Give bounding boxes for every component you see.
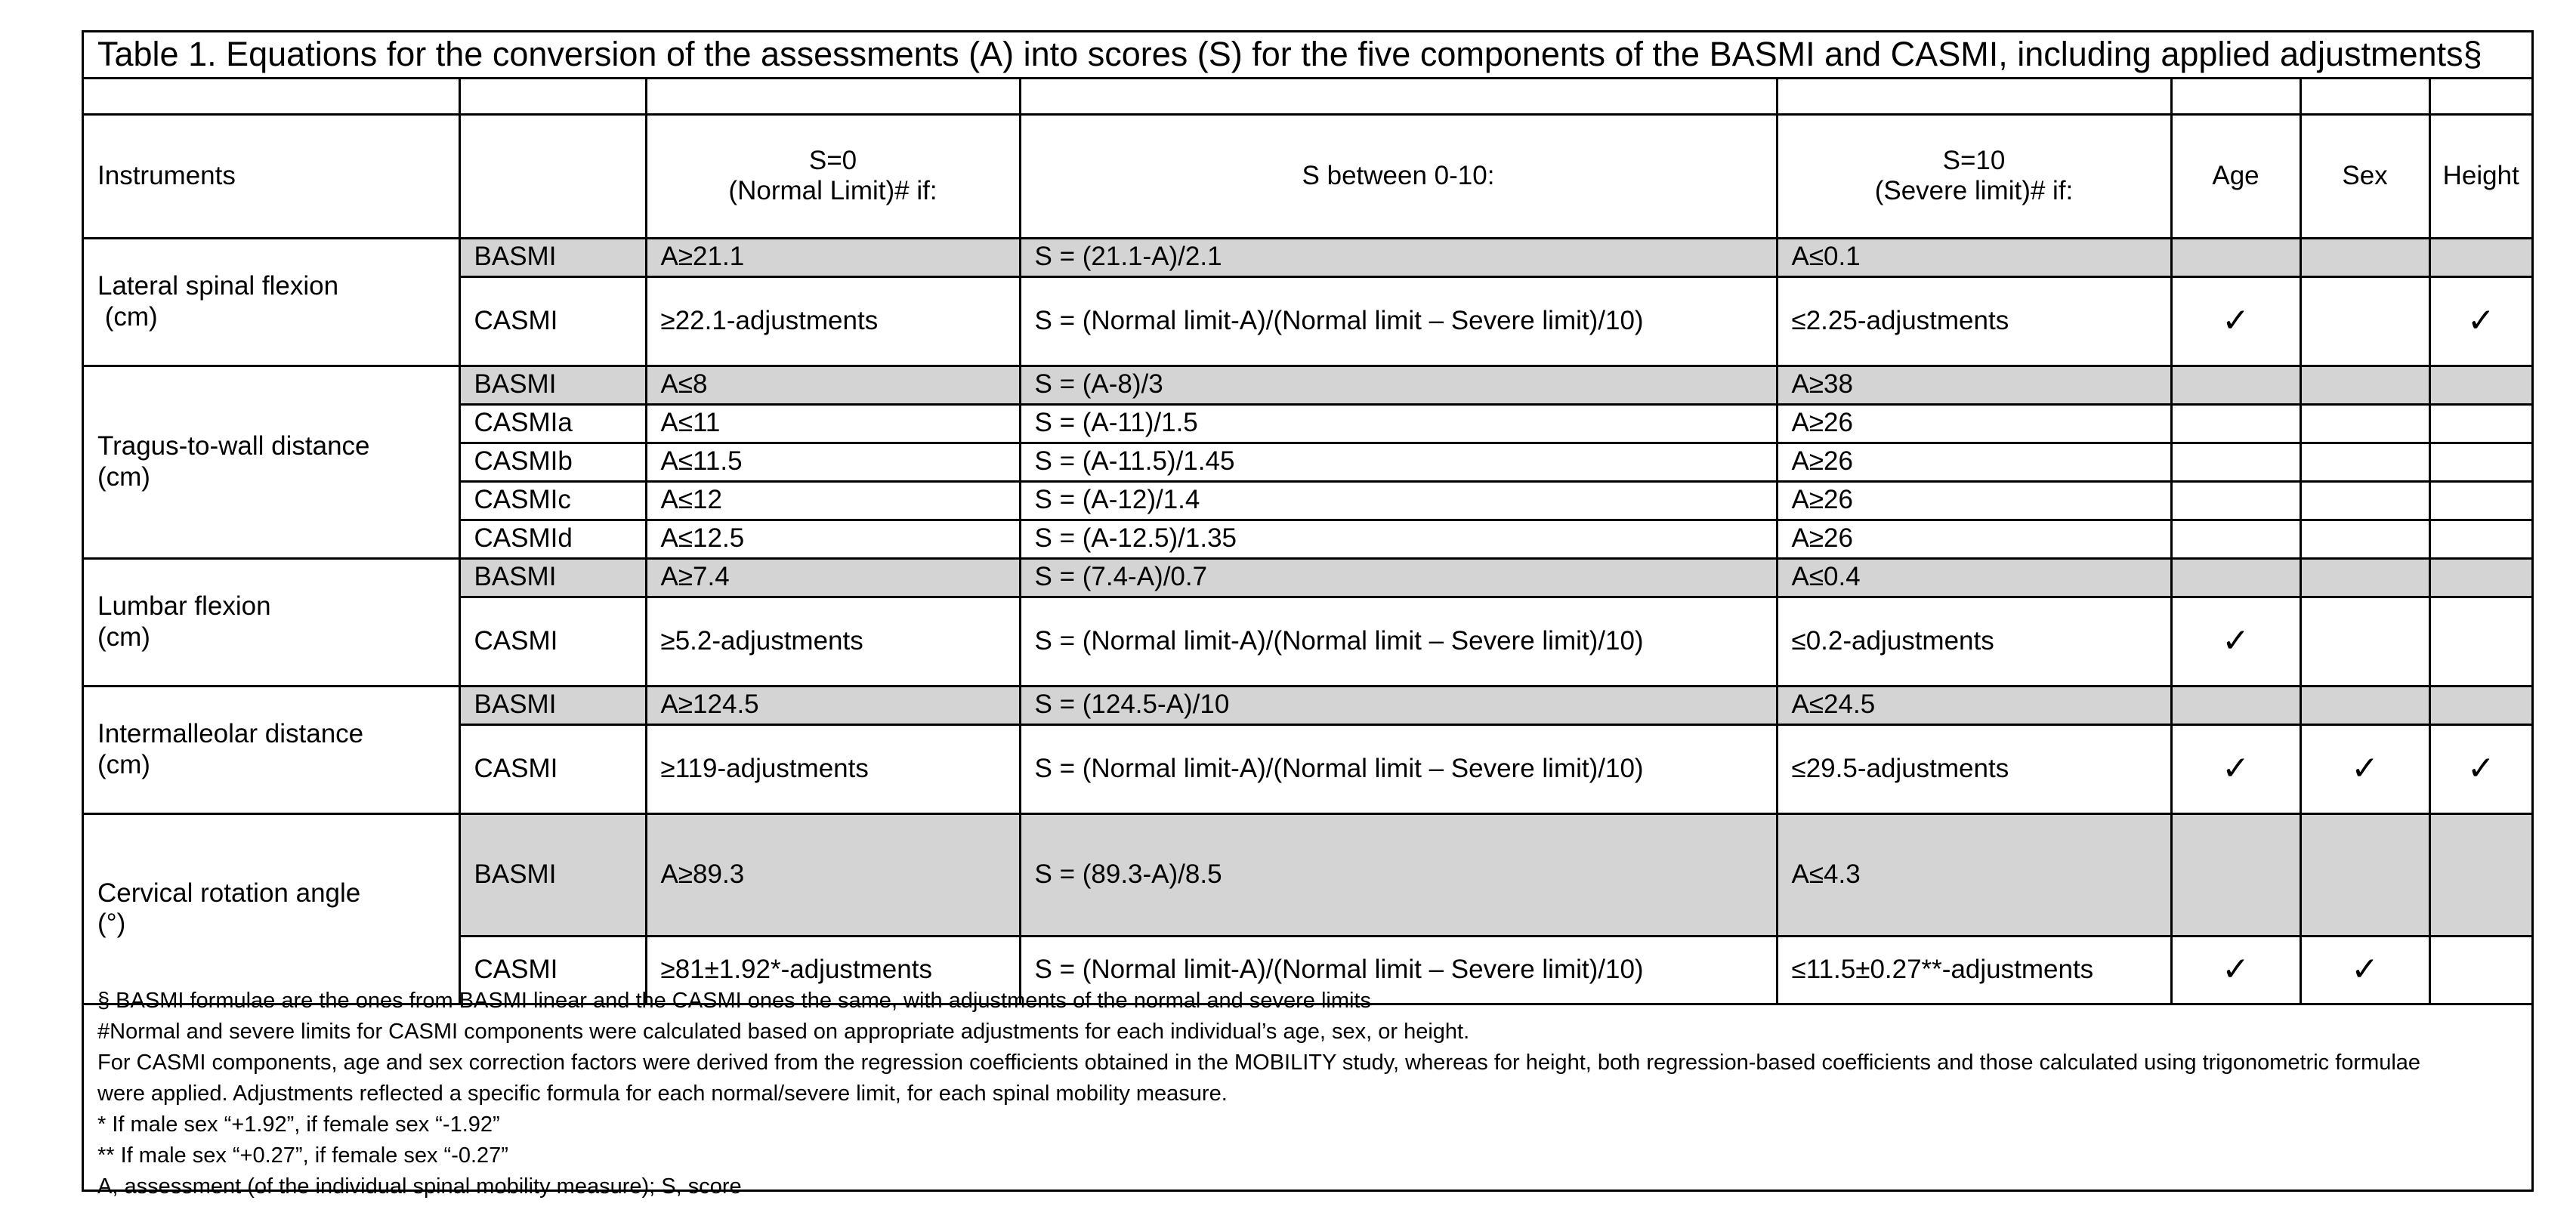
sex-adjust-cell xyxy=(2300,686,2429,724)
height-adjust-cell xyxy=(2429,686,2531,724)
instrument-cell: CASMId xyxy=(459,520,646,558)
instrument-cell: BASMI xyxy=(459,813,646,936)
score-formula-cell: S = (A-11)/1.5 xyxy=(1020,404,1777,443)
normal-limit-cell: A≤8 xyxy=(646,366,1020,404)
age-adjust-cell xyxy=(2171,686,2300,724)
normal-limit-cell: A≤11.5 xyxy=(646,443,1020,481)
height-adjust-cell xyxy=(2429,558,2531,597)
height-adjust-cell xyxy=(2429,238,2531,276)
header-blank xyxy=(459,114,646,238)
severe-limit-cell: A≥38 xyxy=(1777,366,2171,404)
instrument-cell: CASMIc xyxy=(459,481,646,520)
header-height: Height xyxy=(2429,114,2531,238)
age-adjust-cell xyxy=(2171,404,2300,443)
footnote: For CASMI components, age and sex correction factors were derived from the regression coefficients obtained in the MOBILITY study, whereas for height, both regression-based coefficients and those calculated using trigonometric formulae xyxy=(97,1051,2421,1075)
measure-name: Tragus-to-wall distance (cm) xyxy=(84,366,459,558)
score-formula-cell: S = (Normal limit-A)/(Normal limit – Severe limit)/10) xyxy=(1020,936,1777,1004)
score-formula-cell: S = (A-8)/3 xyxy=(1020,366,1777,404)
header-instruments: Instruments xyxy=(84,114,459,238)
normal-limit-cell: A≥124.5 xyxy=(646,686,1020,724)
height-adjust-cell xyxy=(2429,404,2531,443)
equations-table xyxy=(84,32,2531,1005)
instrument-cell: BASMI xyxy=(459,558,646,597)
age-adjust-cell xyxy=(2171,520,2300,558)
header-s10: S=10 (Severe limit)# if: xyxy=(1777,114,2171,238)
header-age: Age xyxy=(2171,114,2300,238)
normal-limit-cell: ≥119-adjustments xyxy=(646,724,1020,813)
score-formula-cell: S = (A-11.5)/1.45 xyxy=(1020,443,1777,481)
severe-limit-cell: A≤24.5 xyxy=(1777,686,2171,724)
normal-limit-cell: ≥22.1-adjustments xyxy=(646,276,1020,366)
age-adjust-cell: ✓ xyxy=(2171,276,2300,366)
severe-limit-cell: ≤11.5±0.27**-adjustments xyxy=(1777,936,2171,1004)
sex-adjust-cell: ✓ xyxy=(2300,936,2429,1004)
severe-limit-cell: A≤0.4 xyxy=(1777,558,2171,597)
age-adjust-cell xyxy=(2171,366,2300,404)
normal-limit-cell: ≥81±1.92*-adjustments xyxy=(646,936,1020,1004)
height-adjust-cell xyxy=(2429,366,2531,404)
age-adjust-cell xyxy=(2171,558,2300,597)
sex-adjust-cell xyxy=(2300,404,2429,443)
table-row xyxy=(84,813,2531,936)
normal-limit-cell: A≥89.3 xyxy=(646,813,1020,936)
severe-limit-cell: A≤0.1 xyxy=(1777,238,2171,276)
instrument-cell: CASMI xyxy=(459,936,646,1004)
height-adjust-cell xyxy=(2429,481,2531,520)
severe-limit-cell: ≤0.2-adjustments xyxy=(1777,597,2171,686)
table-frame xyxy=(82,30,2534,1199)
measure-name: Lumbar flexion (cm) xyxy=(84,558,459,686)
severe-limit-cell: A≤4.3 xyxy=(1777,813,2171,936)
age-adjust-cell xyxy=(2171,813,2300,936)
age-adjust-cell: ✓ xyxy=(2171,597,2300,686)
footnote: § BASMI formulae are the ones from BASMI linear and the CASMI ones the same, with adjustments of the normal and severe limits xyxy=(97,989,1371,1013)
normal-limit-cell: A≤11 xyxy=(646,404,1020,443)
footnotes xyxy=(97,986,2515,1202)
normal-limit-cell: A≥21.1 xyxy=(646,238,1020,276)
footnote: were applied. Adjustments reflected a specific formula for each normal/severe limit, for each spinal mobility measure. xyxy=(97,1082,1228,1106)
height-adjust-cell: ✓ xyxy=(2429,276,2531,366)
sex-adjust-cell xyxy=(2300,597,2429,686)
instrument-cell: BASMI xyxy=(459,366,646,404)
footnote: #Normal and severe limits for CASMI components were calculated based on appropriate adjustments for each individual’s age, sex, or height. xyxy=(97,1020,1470,1044)
measure-name: Cervical rotation angle (°) xyxy=(84,813,459,1004)
header-row xyxy=(84,114,2531,238)
sex-adjust-cell xyxy=(2300,443,2429,481)
age-adjust-cell xyxy=(2171,443,2300,481)
age-adjust-cell xyxy=(2171,238,2300,276)
severe-limit-cell: A≥26 xyxy=(1777,443,2171,481)
table-row xyxy=(84,366,2531,404)
sex-adjust-cell xyxy=(2300,558,2429,597)
score-formula-cell: S = (7.4-A)/0.7 xyxy=(1020,558,1777,597)
height-adjust-cell xyxy=(2429,597,2531,686)
header-s-mid: S between 0-10: xyxy=(1020,114,1777,238)
severe-limit-cell: A≥26 xyxy=(1777,481,2171,520)
severe-limit-cell: ≤29.5-adjustments xyxy=(1777,724,2171,813)
instrument-cell: BASMI xyxy=(459,686,646,724)
normal-limit-cell: ≥5.2-adjustments xyxy=(646,597,1020,686)
score-formula-cell: S = (124.5-A)/10 xyxy=(1020,686,1777,724)
blank-row xyxy=(84,78,2531,114)
measure-name: Intermalleolar distance (cm) xyxy=(84,686,459,813)
header-sex: Sex xyxy=(2300,114,2429,238)
sex-adjust-cell xyxy=(2300,238,2429,276)
height-adjust-cell xyxy=(2429,443,2531,481)
footnote: ** If male sex “+0.27”, if female sex “-0.27” xyxy=(97,1143,508,1168)
measure-name: Lateral spinal flexion (cm) xyxy=(84,238,459,366)
footnote: * If male sex “+1.92”, if female sex “-1.92” xyxy=(97,1112,500,1137)
table-row xyxy=(84,686,2531,724)
instrument-cell: CASMI xyxy=(459,597,646,686)
sex-adjust-cell xyxy=(2300,520,2429,558)
age-adjust-cell: ✓ xyxy=(2171,936,2300,1004)
severe-limit-cell: A≥26 xyxy=(1777,520,2171,558)
severe-limit-cell: A≥26 xyxy=(1777,404,2171,443)
instrument-cell: CASMI xyxy=(459,276,646,366)
instrument-cell: BASMI xyxy=(459,238,646,276)
header-s0: S=0 (Normal Limit)# if: xyxy=(646,114,1020,238)
score-formula-cell: S = (Normal limit-A)/(Normal limit – Severe limit)/10) xyxy=(1020,276,1777,366)
sex-adjust-cell: ✓ xyxy=(2300,724,2429,813)
normal-limit-cell: A≤12.5 xyxy=(646,520,1020,558)
instrument-cell: CASMIa xyxy=(459,404,646,443)
severe-limit-cell: ≤2.25-adjustments xyxy=(1777,276,2171,366)
instrument-cell: CASMI xyxy=(459,724,646,813)
normal-limit-cell: A≥7.4 xyxy=(646,558,1020,597)
instrument-cell: CASMIb xyxy=(459,443,646,481)
height-adjust-cell: ✓ xyxy=(2429,724,2531,813)
footnote: A, assessment (of the individual spinal mobility measure); S, score xyxy=(97,1174,742,1199)
score-formula-cell: S = (A-12.5)/1.35 xyxy=(1020,520,1777,558)
sex-adjust-cell xyxy=(2300,276,2429,366)
table-row xyxy=(84,558,2531,597)
sex-adjust-cell xyxy=(2300,813,2429,936)
score-formula-cell: S = (89.3-A)/8.5 xyxy=(1020,813,1777,936)
sex-adjust-cell xyxy=(2300,366,2429,404)
height-adjust-cell xyxy=(2429,813,2531,936)
age-adjust-cell: ✓ xyxy=(2171,724,2300,813)
score-formula-cell: S = (Normal limit-A)/(Normal limit – Severe limit)/10) xyxy=(1020,597,1777,686)
normal-limit-cell: A≤12 xyxy=(646,481,1020,520)
table-row xyxy=(84,238,2531,276)
score-formula-cell: S = (A-12)/1.4 xyxy=(1020,481,1777,520)
score-formula-cell: S = (Normal limit-A)/(Normal limit – Severe limit)/10) xyxy=(1020,724,1777,813)
height-adjust-cell xyxy=(2429,520,2531,558)
age-adjust-cell xyxy=(2171,481,2300,520)
table-title: Table 1. Equations for the conversion of the assessments (A) into scores (S) for the five components of the BASMI and CASMI, including applied adjustments§ xyxy=(84,32,2531,78)
sex-adjust-cell xyxy=(2300,481,2429,520)
score-formula-cell: S = (21.1-A)/2.1 xyxy=(1020,238,1777,276)
